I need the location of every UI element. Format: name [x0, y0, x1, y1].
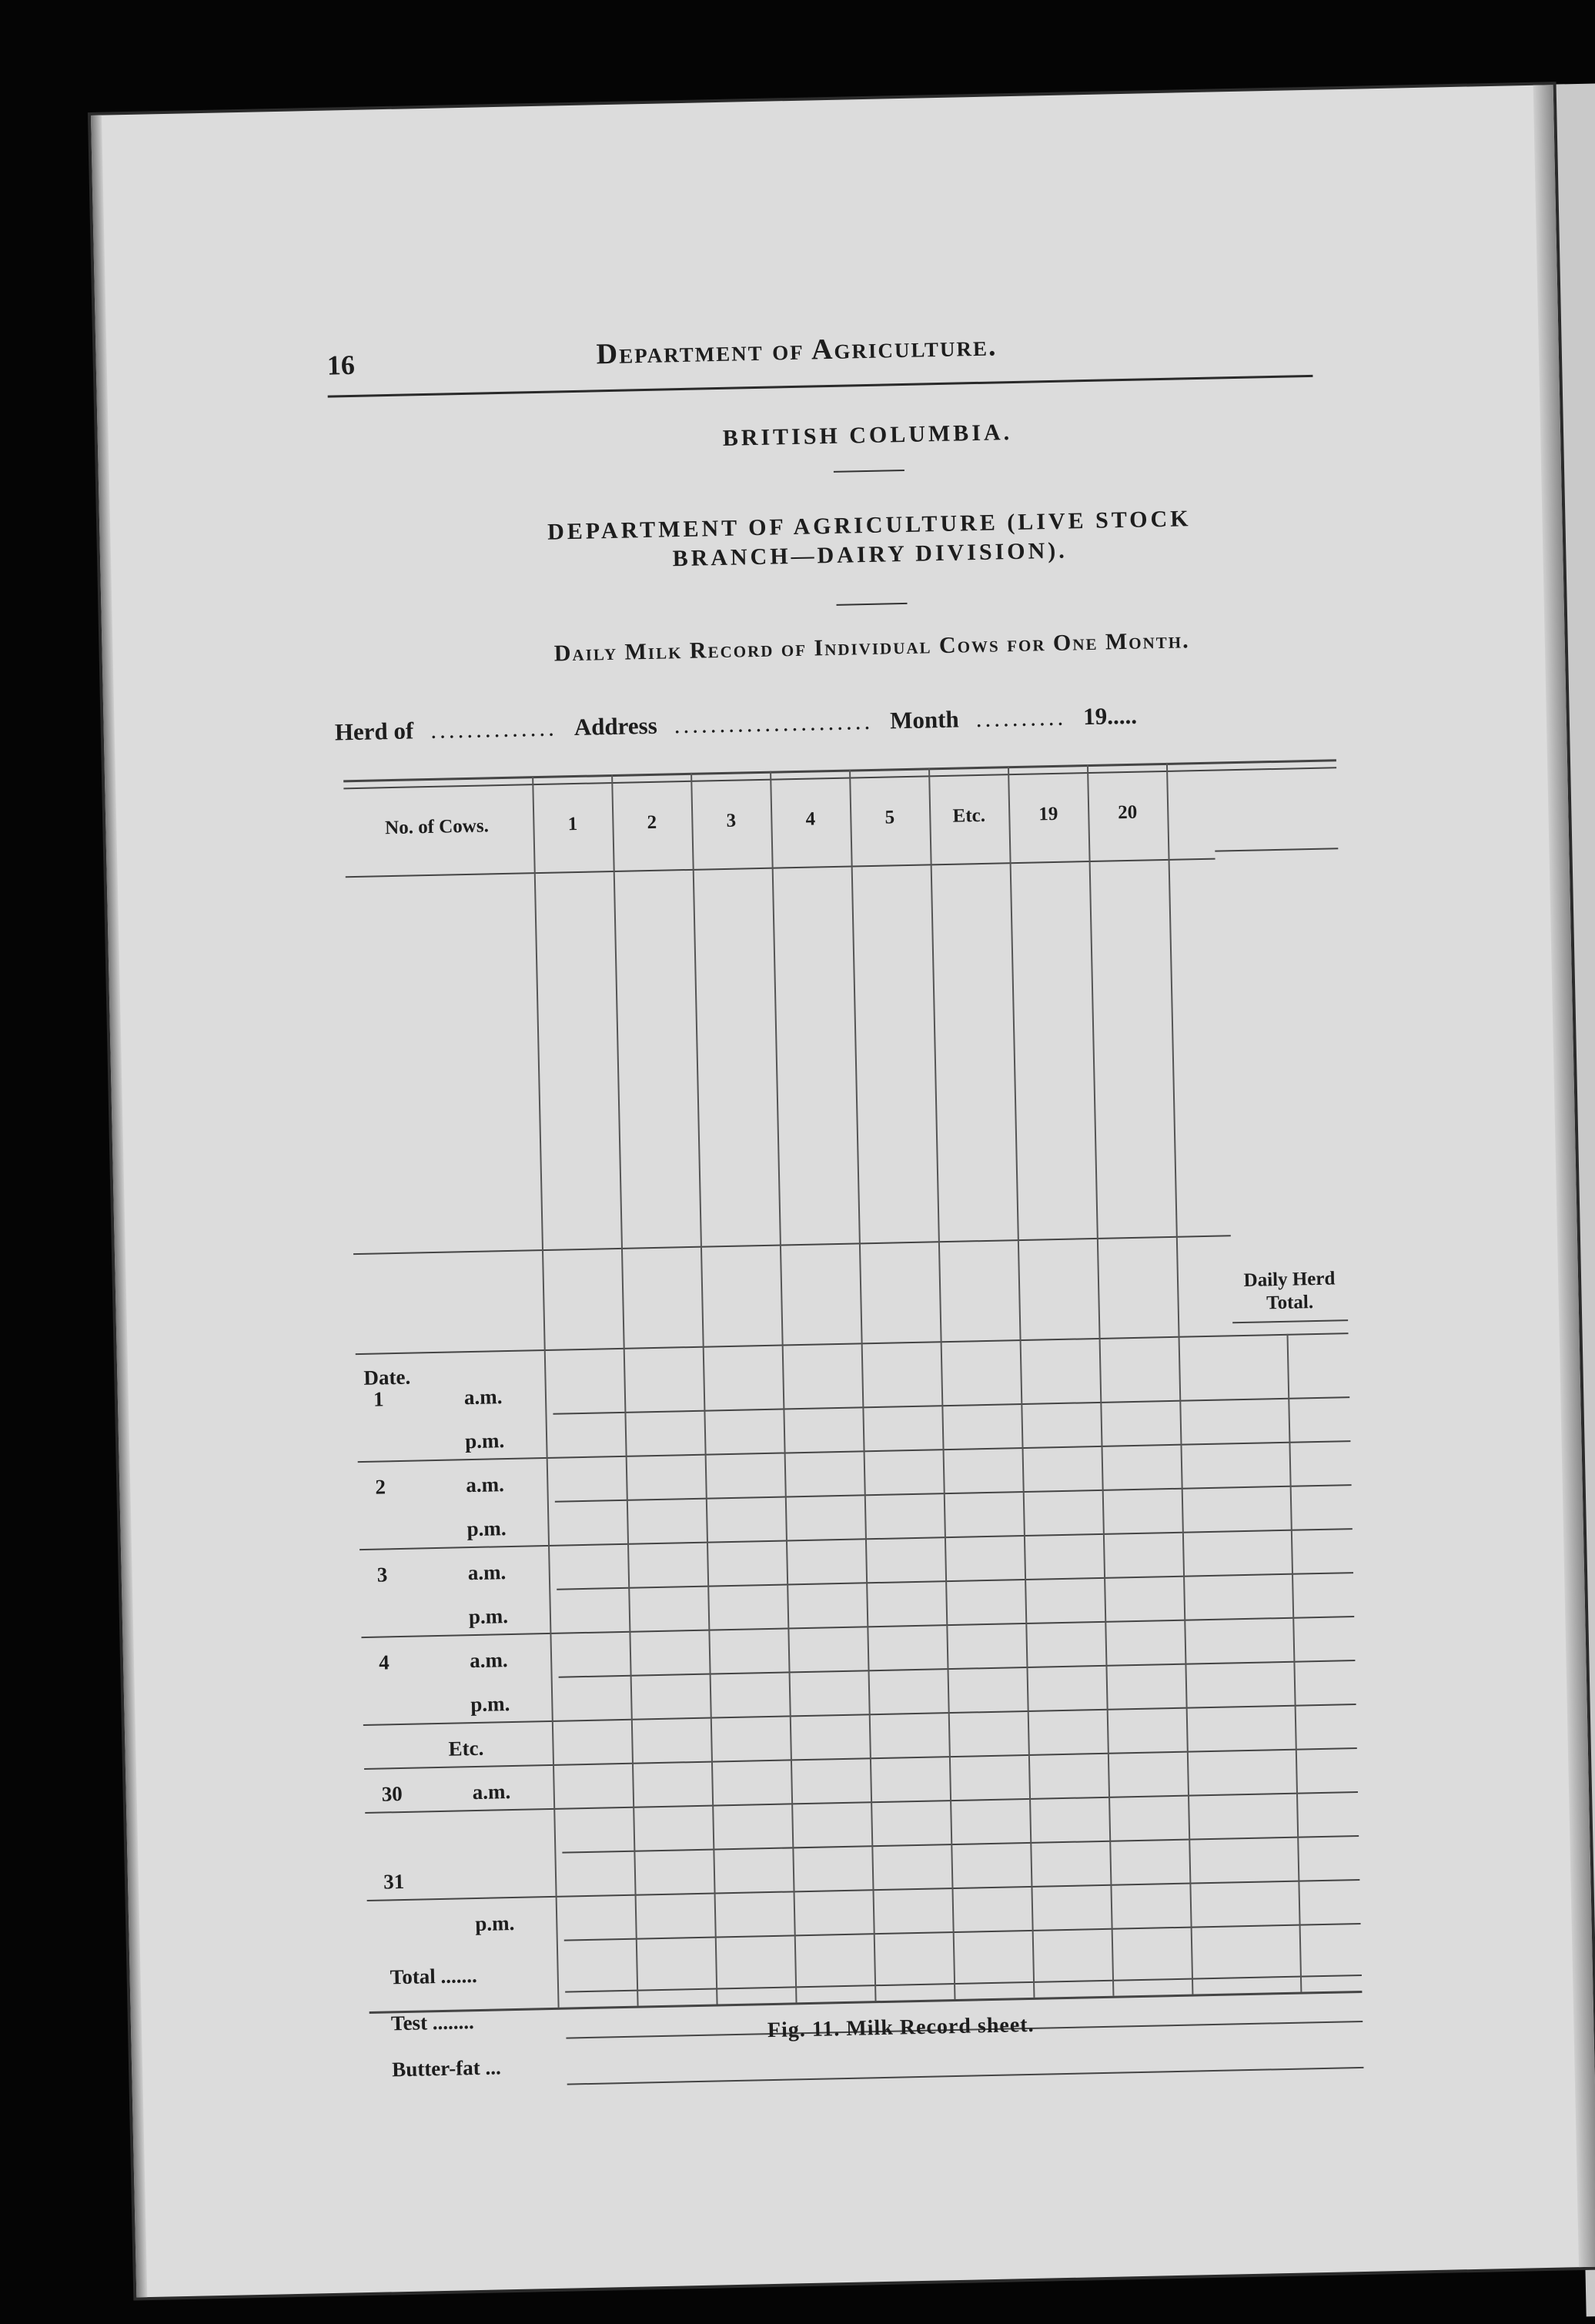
cows-header: No. of Cows.: [384, 815, 490, 839]
entry-row-rule[interactable]: [365, 1791, 1358, 1814]
row-day: 1: [373, 1387, 384, 1411]
cow-column-header: 5: [884, 807, 895, 828]
address-field[interactable]: ......................: [674, 707, 874, 739]
address-label: Address: [573, 711, 658, 741]
entry-row-rule[interactable]: [367, 1879, 1360, 1901]
total-column-rule: [1286, 1334, 1302, 1992]
entry-row-rule[interactable]: [559, 1660, 1356, 1678]
row-period: p.m.: [474, 1911, 515, 1936]
column-rule: [611, 774, 639, 2006]
summary-row-label: Butter-fat ...: [391, 2055, 501, 2082]
summary-row-label: Total .......: [390, 1964, 478, 1989]
column-rule: [1166, 763, 1194, 1995]
summary-row-label: Test ........: [390, 2010, 475, 2035]
column-rule: [1087, 764, 1115, 1996]
entry-row-rule[interactable]: [359, 1528, 1353, 1550]
cow-column-header: 19: [1038, 803, 1058, 825]
row-period: p.m.: [468, 1604, 509, 1629]
cow-column-header: 20: [1117, 801, 1138, 824]
entry-row-rule[interactable]: [557, 1572, 1353, 1590]
herd-line: [334, 697, 1335, 746]
row-period: Etc.: [448, 1736, 484, 1761]
cow-space-bottom-rule: [353, 1235, 1231, 1255]
figure-caption: Fig. 11. Milk Record sheet.: [767, 2012, 1035, 2043]
row-period: a.m.: [469, 1648, 508, 1673]
date-header: Date.: [363, 1365, 411, 1389]
row-day: 3: [376, 1563, 388, 1587]
entry-row-rule[interactable]: [553, 1396, 1349, 1415]
total-header-rule: [1215, 848, 1338, 851]
running-head: Department of Agriculture.: [596, 329, 998, 371]
date-header-rule: [356, 1333, 1349, 1355]
entry-row-rule[interactable]: [564, 1923, 1361, 1941]
page-number: 16: [326, 349, 356, 381]
entry-row-rule[interactable]: [364, 1747, 1357, 1770]
month-label: Month: [889, 705, 960, 734]
title-rule-2: [837, 603, 908, 606]
row-period: p.m.: [466, 1516, 507, 1541]
entry-row-rule[interactable]: [361, 1616, 1354, 1638]
summary-row-rule[interactable]: [565, 1975, 1362, 1993]
entry-row-rule[interactable]: [555, 1484, 1352, 1503]
row-day: 4: [378, 1650, 390, 1674]
cow-column-header: 3: [726, 810, 737, 831]
daily-total-rule: [1232, 1319, 1348, 1323]
row-period: a.m.: [472, 1780, 511, 1804]
entry-row-rule[interactable]: [363, 1704, 1356, 1726]
row-day: 31: [383, 1869, 405, 1894]
herd-field[interactable]: ..............: [430, 714, 558, 744]
scanned-page: [91, 85, 1595, 2297]
row-period: a.m.: [466, 1473, 505, 1497]
row-day: 30: [381, 1782, 403, 1806]
title-rule-1: [834, 470, 905, 473]
title-province: BRITISH COLUMBIA.: [722, 420, 1013, 451]
row-day: 2: [375, 1475, 386, 1499]
daily-total-header: Daily Herd Total.: [1243, 1268, 1336, 1314]
header-rule: [328, 375, 1313, 398]
column-rule: [928, 767, 956, 1999]
month-field[interactable]: ..........: [975, 703, 1067, 733]
entry-row-rule[interactable]: [562, 1835, 1359, 1854]
row-period: a.m.: [467, 1560, 507, 1585]
row-period: a.m.: [463, 1385, 503, 1409]
column-rule: [849, 770, 877, 2001]
column-rule: [770, 771, 798, 2003]
row-period: p.m.: [464, 1429, 505, 1453]
entry-row-rule[interactable]: [358, 1440, 1351, 1463]
title-form: Daily Milk Record of Individual Cows for One Month.: [553, 627, 1190, 667]
row-period: p.m.: [470, 1692, 510, 1717]
column-rule: [532, 776, 560, 2008]
cow-column-header: 2: [647, 811, 657, 834]
herd-label: Herd of: [334, 717, 414, 746]
year-field[interactable]: 19.....: [1082, 701, 1138, 731]
cow-column-header: 4: [805, 808, 816, 830]
page-left-edge: [91, 115, 147, 2298]
title-department: DEPARTMENT OF AGRICULTURE (LIVE STOCK BRANCH—DAIRY DIVISION).: [547, 506, 1192, 571]
header-bottom-rule: [346, 858, 1215, 878]
column-rule: [690, 773, 718, 2005]
cow-column-header: 1: [567, 813, 578, 835]
cow-column-header: Etc.: [952, 804, 986, 827]
summary-row-rule[interactable]: [567, 2067, 1364, 2085]
column-rule: [1008, 766, 1035, 1998]
